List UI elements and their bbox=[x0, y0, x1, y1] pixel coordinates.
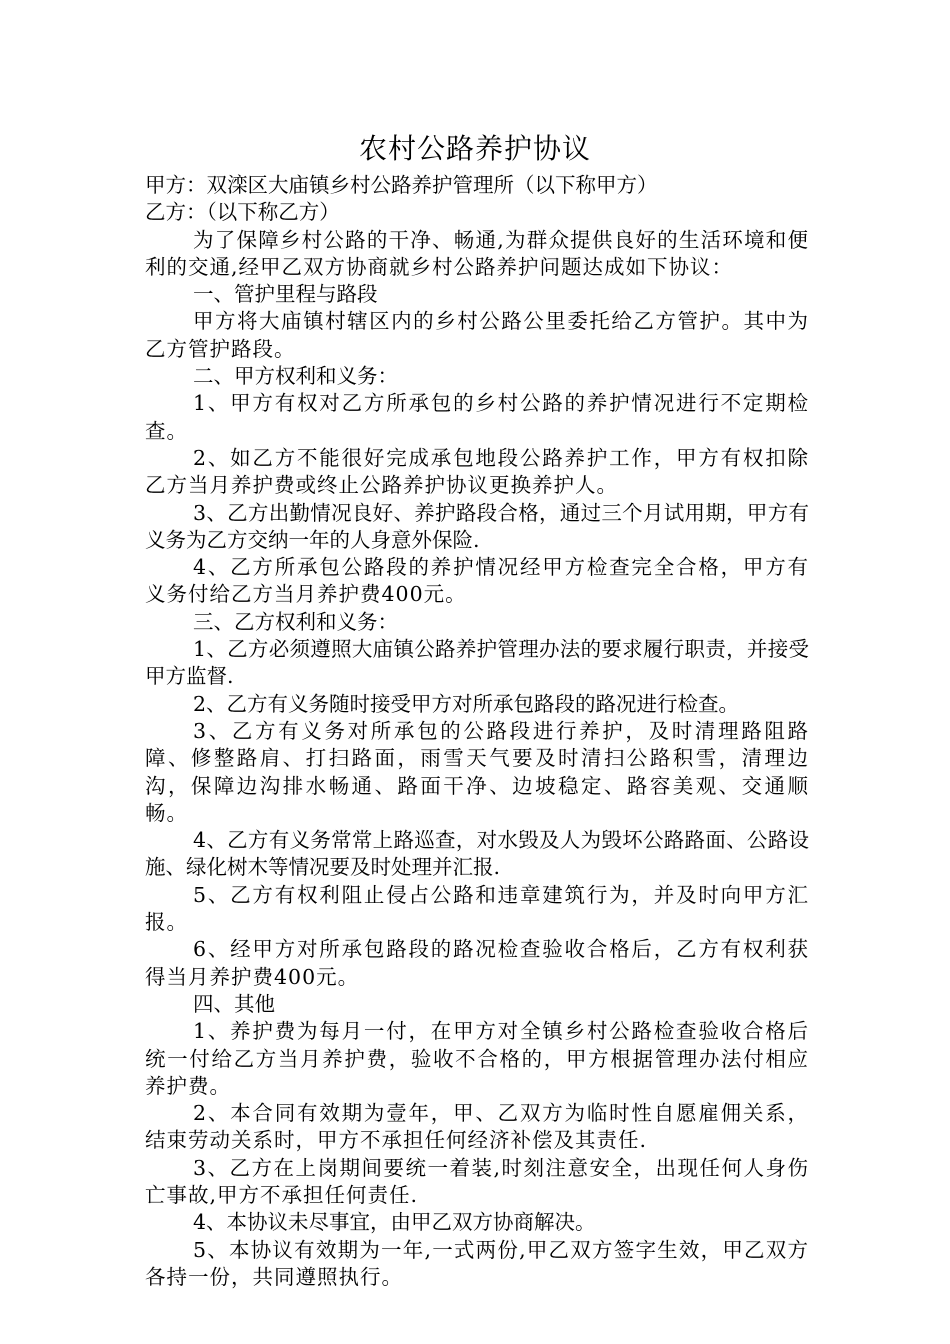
section-3-item-4: 4、乙方有义务常常上路巡查，对水毁及人为毁坏公路路面、公路设施、绿化树木等情况要及时处理并汇报. bbox=[145, 828, 809, 880]
section-3-item-2: 2、乙方有义务随时接受甲方对所承包路段的路况进行检查。 bbox=[193, 691, 740, 716]
section-heading-1: 一、管护里程与路段 bbox=[193, 282, 378, 307]
section-4-item-5: 5、本协议有效期为一年,一式两份,甲乙双方签字生效，甲乙双方各持一份，共同遵照执行。 bbox=[145, 1237, 809, 1289]
section-4-item-2: 2、本合同有效期为壹年，甲、乙双方为临时性自愿雇佣关系，结束劳动关系时，甲方不承担任何经济补偿及其责任. bbox=[145, 1101, 809, 1153]
intro-paragraph: 为了保障乡村公路的干净、畅通,为群众提供良好的生活环境和便利的交通,经甲乙双方协商就乡村公路养护问题达成如下协议： bbox=[145, 227, 809, 279]
section-heading-2: 二、甲方权利和义务： bbox=[193, 364, 398, 389]
section-3-item-5: 5、乙方有权利阻止侵占公路和违章建筑行为，并及时向甲方汇报。 bbox=[145, 882, 809, 935]
document-title: 农村公路养护协议 bbox=[358, 132, 591, 165]
section-2-item-1: 1、甲方有权对乙方所承包的乡村公路的养护情况进行不定期检查。 bbox=[145, 391, 809, 443]
section-heading-4: 四、其他 bbox=[193, 991, 275, 1016]
section-3-item-3: 3、乙方有义务对所承包的公路段进行养护，及时清理路阻路障、修整路肩、打扫路面，雨雪天气要及时清扫公路积雪，清理边沟，保障边沟排水畅通、路面干净、边坡稳定、路容美观、交通顺畅。 bbox=[145, 718, 809, 825]
section-2-item-3: 3、乙方出勤情况良好、养护路段合格，通过三个月试用期，甲方有义务为乙方交纳一年的人身意外保险. bbox=[145, 500, 809, 552]
party-b-line: 乙方：（以下称乙方） bbox=[145, 200, 340, 225]
section-1-item-1: 甲方将大庙镇村辖区内的乡村公路公里委托给乙方管护。其中为乙方管护路段。 bbox=[145, 309, 809, 361]
section-4-item-1: 1、养护费为每月一付，在甲方对全镇乡村公路检查验收合格后统一付给乙方当月养护费，验收不合格的，甲方根据管理办法付相应养护费。 bbox=[145, 1019, 809, 1098]
section-3-item-1: 1、乙方必须遵照大庙镇公路养护管理办法的要求履行职责，并接受甲方监督. bbox=[145, 637, 809, 689]
section-2-item-2: 2、如乙方不能很好完成承包地段公路养护工作，甲方有权扣除乙方当月养护费或终止公路养护协议更换养护人。 bbox=[145, 445, 809, 498]
party-a-line: 甲方：双滦区大庙镇乡村公路养护管理所（以下称甲方） bbox=[145, 173, 658, 197]
document-body bbox=[145, 172, 809, 1291]
section-4-item-4: 4、本协议未尽事宜，由甲乙双方协商解决。 bbox=[193, 1210, 596, 1235]
section-4-item-3: 3、乙方在上岗期间要统一着装,时刻注意安全，出现任何人身伤亡事故,甲方不承担任何责任. bbox=[145, 1155, 809, 1207]
section-heading-3: 三、乙方权利和义务： bbox=[193, 609, 398, 634]
section-3-item-6: 6、经甲方对所承包路段的路况检查验收合格后，乙方有权利获得当月养护费400元。 bbox=[145, 937, 809, 989]
section-2-item-4: 4、乙方所承包公路段的养护情况经甲方检查完全合格，甲方有义务付给乙方当月养护费400元。 bbox=[145, 555, 809, 607]
